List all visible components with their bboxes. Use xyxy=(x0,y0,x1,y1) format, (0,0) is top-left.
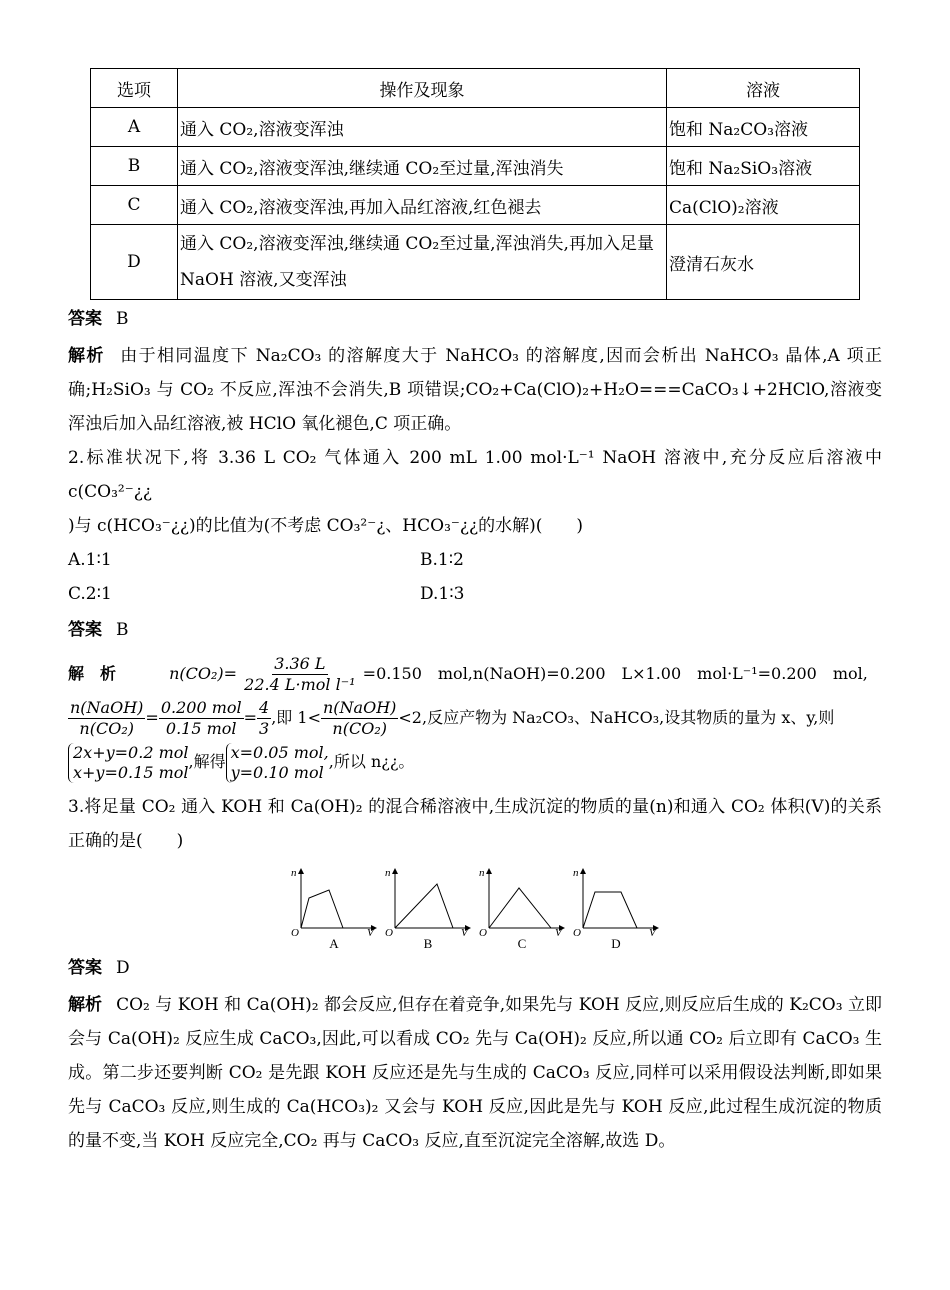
graph-b-plot xyxy=(385,866,471,936)
axis-label-n: n xyxy=(573,867,579,879)
row-solution: Ca(ClO)₂溶液 xyxy=(667,186,860,225)
analysis-label: 解析 xyxy=(68,995,103,1015)
graph-a xyxy=(291,866,377,952)
axis-label-v: V xyxy=(649,927,656,936)
graph-label: B xyxy=(423,936,433,951)
axis-label-n: n xyxy=(385,867,391,879)
axis-origin: O xyxy=(385,927,393,936)
fraction: $\frac{3.36 L}{\text{22.4 L·mol l⁻¹}}$ xyxy=(244,654,356,694)
fraction: $\frac{\text{n(NaOH)}}{\text{n(CO₂)}}$ xyxy=(322,698,397,738)
axis-origin: O xyxy=(479,927,487,936)
q2-analysis: 解 析 n(CO₂)= $\frac{3.36 L}{\text{22.4 L·mol l⁻¹}}$ =0.150 mol,n(NaOH)=0.200 L×1.00 mol·L⁻¹=0.200 mol, $\frac{\text{n(NaOH)}}{\text{n(CO₂)}}$ = $\frac{\text{0.200 mol}}{\text{0.15 mol}}$ = $\frac{4}{3}$ ,即 1< $\frac{\text{n(NaOH)}}{\text{n(CO₂)}}$ <2,反应产物为 Na₂CO₃、NaHCO₃,设其物质的量为 x、y,则 2x+y=0.2 mol x+y=0.15 mol,解得 x=0.05 mol, y=0.10 mol,所以 n¿¿。 xyxy=(68,654,868,782)
header-option: 选项 xyxy=(91,69,178,108)
analysis-part: n(CO₂)= xyxy=(169,664,238,683)
row-solution: 饱和 Na₂SiO₃溶液 xyxy=(667,147,860,186)
header-solution: 溶液 xyxy=(667,69,860,108)
row-operation: 通入 CO₂,溶液变浑浊 xyxy=(178,108,667,147)
equation-system: 2x+y=0.2 mol x+y=0.15 mol xyxy=(68,743,189,783)
table-row xyxy=(91,225,860,300)
answer-label: 答案 xyxy=(68,958,102,978)
axis-label-n: n xyxy=(291,867,297,879)
option-d: D.1∶3 xyxy=(420,584,465,604)
analysis-label: 解 析 xyxy=(68,664,117,683)
fraction: $\frac{\text{n(NaOH)}}{\text{n(CO₂)}}$ xyxy=(70,698,144,738)
answer-value: B xyxy=(116,309,129,329)
graph-label: A xyxy=(329,936,339,951)
table-header-row xyxy=(91,69,860,108)
analysis-part: =0.150 mol,n(NaOH)=0.200 L×1.00 mol·L⁻¹=0.200 mol, xyxy=(362,664,868,683)
analysis-label: 解析 xyxy=(68,346,105,366)
fraction: $\frac{\text{0.200 mol}}{\text{0.15 mol}}$ xyxy=(160,698,242,738)
option-c: C.2∶1 xyxy=(68,584,112,604)
q3-answer xyxy=(68,956,882,980)
options-table xyxy=(90,68,860,300)
q3-stem: 3.将足量 CO₂ 通入 KOH 和 Ca(OH)₂ 的混合稀溶液中,生成沉淀的物质的量(n)和通入 CO₂ 体积(V)的关系正确的是( ) xyxy=(68,797,882,851)
q2-options xyxy=(68,543,882,611)
document-page xyxy=(68,68,882,1158)
row-solution: 饱和 Na₂CO₃溶液 xyxy=(667,108,860,147)
graph-a-plot xyxy=(291,866,377,936)
axis-origin: O xyxy=(291,927,299,936)
graph-label: C xyxy=(517,936,527,951)
q2-stem-line1: 2.标准状况下,将 3.36 L CO₂ 气体通入 200 mL 1.00 mol·L⁻¹ NaOH 溶液中,充分反应后溶液中 c(CO₃²⁻¿¿ xyxy=(68,448,882,502)
axis-label-v: V xyxy=(367,927,374,936)
row-option: A xyxy=(91,108,178,147)
answer-label: 答案 xyxy=(68,309,102,329)
graph-d xyxy=(573,866,659,952)
option-a: A.1∶1 xyxy=(68,550,112,570)
q3-graphs xyxy=(68,866,882,952)
table-row xyxy=(91,147,860,186)
graph-c xyxy=(479,866,565,952)
solution-system: x=0.05 mol, y=0.10 mol xyxy=(226,743,329,783)
axis-label-n: n xyxy=(479,867,485,879)
axis-origin: O xyxy=(573,927,581,936)
row-operation: 通入 CO₂,溶液变浑浊,继续通 CO₂至过量,浑浊消失 xyxy=(178,147,667,186)
row-option: D xyxy=(91,225,178,300)
graph-label: D xyxy=(611,936,621,951)
q2-answer xyxy=(68,618,882,642)
analysis-text: CO₂ 与 KOH 和 Ca(OH)₂ 都会反应,但存在着竞争,如果先与 KOH 反应,则反应后生成的 K₂CO₃ 立即会与 Ca(OH)₂ 反应生成 CaCO₃,因此,可以看成 CO₂ 先与 Ca(OH)₂ 反应,所以通 CO₂ 后立即有 CaCO₃ 生成。第二步还要判断 CO₂ 是先跟 KOH 反应还是先与生成的 CaCO₃ 反应,同样可以采用假设法判断,即如果先与 CaCO₃ 反应,则生成的 Ca(HCO₃)₂ 又会与 KOH 反应,因此是先与 KOH 反应,此过程生成沉淀的物质的量不变,当 KOH 反应完全,CO₂ 再与 CaCO₃ 反应,直至沉淀完全溶解,故选 D。 xyxy=(68,995,883,1151)
q1-answer xyxy=(68,307,882,331)
row-operation: 通入 CO₂,溶液变浑浊,继续通 CO₂至过量,浑浊消失,再加入足量 NaOH 溶液,又变浑浊 xyxy=(178,225,667,300)
graph-d-plot xyxy=(573,866,659,936)
row-operation: 通入 CO₂,溶液变浑浊,再加入品红溶液,红色褪去 xyxy=(178,186,667,225)
answer-value: D xyxy=(116,958,130,978)
table-row xyxy=(91,108,860,147)
analysis-part: <2,反应产物为 Na₂CO₃、NaHCO₃,设其物质的量为 x、y,则 xyxy=(398,708,835,727)
q3-analysis xyxy=(68,988,882,1158)
row-solution: 澄清石灰水 xyxy=(667,225,860,300)
fraction: $\frac{4}{3}$ xyxy=(259,698,270,738)
axis-label-v: V xyxy=(555,927,562,936)
axis-label-v: V xyxy=(461,927,468,936)
answer-label: 答案 xyxy=(68,620,102,640)
graph-c-plot xyxy=(479,866,565,936)
answer-value: B xyxy=(116,620,129,640)
header-operation: 操作及现象 xyxy=(178,69,667,108)
table-row xyxy=(91,186,860,225)
graph-b xyxy=(385,866,471,952)
q2-stem xyxy=(68,441,882,543)
q1-analysis xyxy=(68,339,882,441)
analysis-text: 由于相同温度下 Na₂CO₃ 的溶解度大于 NaHCO₃ 的溶解度,因而会析出 NaHCO₃ 晶体,A 项正确;H₂SiO₃ 与 CO₂ 不反应,浑浊不会消失,B 项错误;CO₂+Ca(ClO)₂+H₂O===CaCO₃↓+2HClO,溶液变浑浊后加入品红溶液,被 HClO 氧化褪色,C 项正确。 xyxy=(68,346,882,434)
q2-stem-line2: )与 c(HCO₃⁻¿¿)的比值为(不考虑 CO₃²⁻¿、HCO₃⁻¿¿的水解)( ) xyxy=(68,516,583,536)
row-option: C xyxy=(91,186,178,225)
row-option: B xyxy=(91,147,178,186)
option-b: B.1∶2 xyxy=(420,550,464,570)
